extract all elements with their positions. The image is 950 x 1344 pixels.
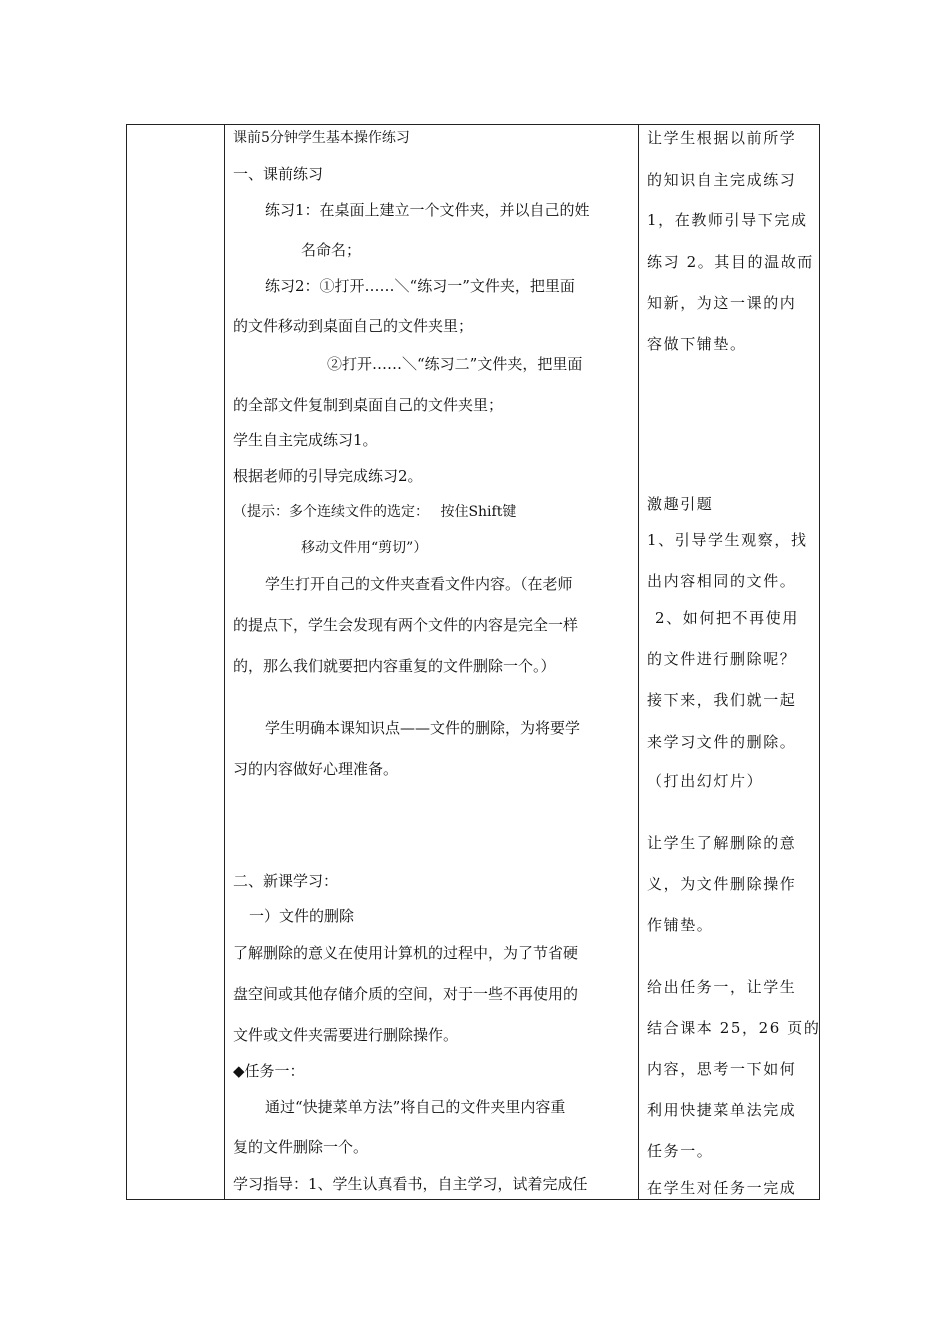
intent-line: 接下来，我们就一起 [647,691,797,709]
activity-line: 学生明确本课知识点——文件的删除，为将要学 [265,719,581,737]
activity-line: 学习指导：1、学生认真看书，自主学习，试着完成任 [233,1175,588,1193]
intent-line: 作铺垫。 [647,916,714,934]
activity-line: 练习1：在桌面上建立一个文件夹，并以自己的姓 [265,201,590,219]
intent-line: 的知识自主完成练习 [647,171,797,189]
intent-line: 结合课本 25，26 页的 [647,1019,821,1037]
intent-line: 知新，为这一课的内 [647,294,797,312]
intent-line: 利用快捷菜单法完成 [647,1101,797,1119]
activity-line: 二、新课学习： [233,872,339,890]
intent-line: 练习 2。其目的温故而 [647,253,814,271]
activity-line: 复的文件删除一个。 [233,1138,369,1156]
activity-line: 的提点下，学生会发现有两个文件的内容是完全一样 [233,616,579,634]
intent-line: 让学生了解删除的意 [647,834,797,852]
intent-line: 来学习文件的删除。 [647,733,797,751]
activity-line: 练习2：①打开……＼“练习一”文件夹，把里面 [265,277,575,295]
activity-line: 学生自主完成练习1。 [233,431,378,449]
intent-line: 1、引导学生观察，找 [647,531,808,549]
activity-line: 盘空间或其他存储介质的空间，对于一些不再使用的 [233,985,579,1003]
activity-line: 的全部文件复制到桌面自己的文件夹里； [233,396,504,414]
intent-line: 1，在教师引导下完成 [647,211,808,229]
activity-line: 课前5分钟学生基本操作练习 [233,130,410,146]
activity-line: 文件或文件夹需要进行删除操作。 [233,1026,459,1044]
activity-line: （提示：多个连续文件的选定： 按住Shift键 [233,504,517,520]
intent-line: 的文件进行删除呢？ [647,650,797,668]
intent-line: 任务一。 [647,1142,714,1160]
activity-line: ②打开……＼“练习二”文件夹，把里面 [327,355,583,373]
intent-line: 在学生对任务一完成 [647,1179,797,1197]
column-divider-right [638,124,639,1200]
activity-line: 移动文件用“剪切”） [301,540,428,556]
activity-line: ◆任务一： [233,1062,305,1080]
intent-line: 激趣引题 [647,495,714,513]
intent-line: 让学生根据以前所学 [647,129,797,147]
activity-line: 一、课前练习 [233,165,324,183]
activity-line: 名命名； [301,241,362,259]
intent-line: 出内容相同的文件。 [647,572,797,590]
column-divider-left [224,124,225,1200]
activity-line: 的，那么我们就要把内容重复的文件删除一个。） [233,657,556,675]
activity-line: 了解删除的意义在使用计算机的过程中，为了节省硬 [233,944,579,962]
intent-line: 义，为文件删除操作 [647,875,797,893]
activity-line: 习的内容做好心理准备。 [233,760,399,778]
intent-line: 容做下铺垫。 [647,335,747,353]
intent-line: 内容，思考一下如何 [647,1060,797,1078]
activity-line: 通过“快捷菜单方法”将自己的文件夹里内容重 [265,1098,566,1116]
activity-line: 学生打开自己的文件夹查看文件内容。（在老师 [265,575,573,593]
activity-line: 的文件移动到桌面自己的文件夹里； [233,317,474,335]
intent-line: 给出任务一，让学生 [647,978,797,996]
activity-line: 一）文件的删除 [249,907,355,925]
intent-line: 2、如何把不再使用 [655,609,799,627]
intent-line: （打出幻灯片） [647,772,764,790]
activity-line: 根据老师的引导完成练习2。 [233,467,423,485]
